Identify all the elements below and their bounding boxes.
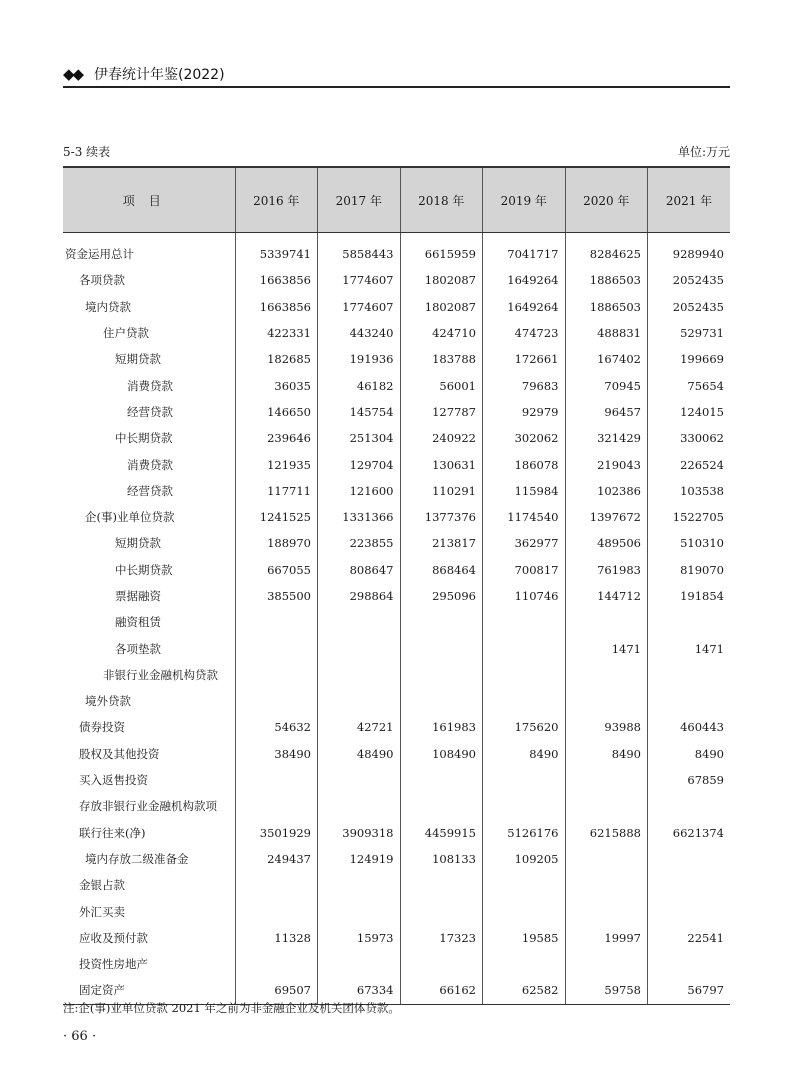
- row-value: 808647: [318, 557, 401, 583]
- row-value: 213817: [400, 530, 483, 556]
- row-value: 102386: [565, 478, 648, 504]
- table-row: [63, 793, 730, 819]
- row-value: [400, 872, 483, 898]
- row-value: 295096: [400, 583, 483, 609]
- row-value: 175620: [483, 714, 566, 740]
- row-value: 110746: [483, 583, 566, 609]
- row-value: 1649264: [483, 294, 566, 320]
- row-value: 488831: [565, 320, 648, 346]
- row-label: 票据融资: [115, 589, 161, 603]
- row-label: 股权及其他投资: [79, 746, 160, 761]
- row-value: 422331: [235, 320, 318, 346]
- row-value: 161983: [400, 714, 483, 740]
- row-value: 183788: [400, 346, 483, 372]
- row-value: 1802087: [400, 294, 483, 320]
- row-value: 510310: [648, 530, 731, 556]
- row-value: 124015: [648, 399, 731, 425]
- row-value: 362977: [483, 530, 566, 556]
- row-value: 1663856: [235, 267, 318, 293]
- row-value: 868464: [400, 557, 483, 583]
- year-column-header: 2018 年: [400, 167, 483, 233]
- table-row: [63, 872, 730, 898]
- row-value: [648, 662, 731, 688]
- row-value: 191854: [648, 583, 731, 609]
- row-value: [483, 767, 566, 793]
- row-label: 债券投资: [79, 720, 125, 735]
- row-value: 1802087: [400, 267, 483, 293]
- row-value: 22541: [648, 925, 731, 951]
- row-value: 1377376: [400, 504, 483, 530]
- row-value: 36035: [235, 372, 318, 398]
- row-value: [483, 688, 566, 714]
- row-value: 108490: [400, 741, 483, 767]
- row-value: 1522705: [648, 504, 731, 530]
- row-label: 消费贷款: [127, 457, 173, 472]
- row-value: 103538: [648, 478, 731, 504]
- row-value: [235, 662, 318, 688]
- row-value: [400, 635, 483, 661]
- row-label: 买入返售投资: [79, 773, 148, 788]
- row-value: [648, 872, 731, 898]
- row-value: 92979: [483, 399, 566, 425]
- row-value: 182685: [235, 346, 318, 372]
- row-value: 819070: [648, 557, 731, 583]
- row-value: 115984: [483, 478, 566, 504]
- row-value: 9289940: [648, 233, 731, 268]
- row-value: [400, 793, 483, 819]
- year-column-header: 2020 年: [565, 167, 648, 233]
- row-value: [565, 951, 648, 977]
- row-value: 56001: [400, 372, 483, 398]
- row-value: 15973: [318, 925, 401, 951]
- row-value: [565, 846, 648, 872]
- row-value: [400, 767, 483, 793]
- row-value: [235, 872, 318, 898]
- row-value: 7041717: [483, 233, 566, 268]
- year-column-header: 2017 年: [318, 167, 401, 233]
- row-value: [565, 662, 648, 688]
- row-value: 1886503: [565, 294, 648, 320]
- table-row: [63, 530, 730, 556]
- row-value: 8490: [565, 741, 648, 767]
- row-value: [318, 951, 401, 977]
- row-value: [318, 793, 401, 819]
- row-value: 219043: [565, 451, 648, 477]
- table-row: [63, 951, 730, 977]
- row-value: [318, 662, 401, 688]
- row-label: 投资性房地产: [79, 957, 148, 972]
- row-value: 3909318: [318, 820, 401, 846]
- row-value: 5858443: [318, 233, 401, 268]
- table-row: [63, 925, 730, 951]
- row-value: 1241525: [235, 504, 318, 530]
- row-value: 172661: [483, 346, 566, 372]
- row-label: 境内存放二级准备金: [85, 851, 189, 866]
- row-value: 124919: [318, 846, 401, 872]
- row-value: [565, 898, 648, 924]
- row-value: [648, 951, 731, 977]
- row-label: 企(事)业单位贷款: [85, 510, 175, 525]
- row-value: 186078: [483, 451, 566, 477]
- table-row: [63, 898, 730, 924]
- year-column-header: 2021 年: [648, 167, 731, 233]
- table-row: [63, 767, 730, 793]
- row-label: 中长期贷款: [115, 562, 173, 577]
- row-value: [648, 793, 731, 819]
- table-row: [63, 320, 730, 346]
- row-value: 1886503: [565, 267, 648, 293]
- row-value: 46182: [318, 372, 401, 398]
- row-value: 108133: [400, 846, 483, 872]
- row-value: [400, 951, 483, 977]
- row-value: [483, 793, 566, 819]
- row-value: 489506: [565, 530, 648, 556]
- row-value: 1774607: [318, 267, 401, 293]
- row-value: 167402: [565, 346, 648, 372]
- row-value: [235, 898, 318, 924]
- table-row: [63, 846, 730, 872]
- row-value: 239646: [235, 425, 318, 451]
- row-value: [483, 609, 566, 635]
- diamond-icon: ◆◆: [63, 65, 83, 83]
- row-value: [318, 609, 401, 635]
- row-value: 4459915: [400, 820, 483, 846]
- row-label: 短期贷款: [115, 352, 161, 367]
- row-value: 146650: [235, 399, 318, 425]
- row-label: 联行往来(净): [79, 825, 146, 840]
- table-body: [63, 233, 730, 1005]
- row-value: 17323: [400, 925, 483, 951]
- row-value: 199669: [648, 346, 731, 372]
- row-value: 1331366: [318, 504, 401, 530]
- row-value: 223855: [318, 530, 401, 556]
- row-value: [318, 688, 401, 714]
- row-value: [400, 662, 483, 688]
- row-value: [565, 872, 648, 898]
- table-row: [63, 714, 730, 740]
- row-value: 79683: [483, 372, 566, 398]
- table-row: [63, 662, 730, 688]
- row-value: 321429: [565, 425, 648, 451]
- row-value: 1774607: [318, 294, 401, 320]
- row-value: [483, 898, 566, 924]
- table-caption: 5-3 续表: [63, 145, 111, 159]
- row-value: [483, 872, 566, 898]
- table-row: [63, 451, 730, 477]
- statistics-table: [63, 166, 730, 1005]
- table-header-row: [63, 167, 730, 233]
- row-label: 境内贷款: [85, 299, 131, 314]
- row-value: 8490: [648, 741, 731, 767]
- row-value: [565, 688, 648, 714]
- row-value: 19997: [565, 925, 648, 951]
- row-value: 59758: [565, 977, 648, 1004]
- table-row: [63, 267, 730, 293]
- row-value: 188970: [235, 530, 318, 556]
- row-value: [565, 793, 648, 819]
- table-unit: 单位:万元: [677, 145, 730, 159]
- row-label: 金银占款: [79, 878, 125, 893]
- row-value: [400, 688, 483, 714]
- table-row: [63, 425, 730, 451]
- row-value: 93988: [565, 714, 648, 740]
- table-row: [63, 294, 730, 320]
- row-value: [318, 872, 401, 898]
- row-value: 443240: [318, 320, 401, 346]
- row-value: 69507: [235, 977, 318, 1004]
- row-value: 75654: [648, 372, 731, 398]
- row-value: 127787: [400, 399, 483, 425]
- row-label: 短期贷款: [115, 536, 161, 551]
- table-row: [63, 233, 730, 268]
- row-value: 5126176: [483, 820, 566, 846]
- row-value: [648, 688, 731, 714]
- row-value: 121935: [235, 451, 318, 477]
- row-value: 56797: [648, 977, 731, 1004]
- table-row: [63, 583, 730, 609]
- row-value: 385500: [235, 583, 318, 609]
- page-header: [63, 62, 730, 88]
- table-row: [63, 741, 730, 767]
- row-value: 110291: [400, 478, 483, 504]
- table-row: [63, 372, 730, 398]
- row-value: 1471: [565, 635, 648, 661]
- row-value: 54632: [235, 714, 318, 740]
- row-value: 474723: [483, 320, 566, 346]
- row-value: [235, 688, 318, 714]
- row-value: 117711: [235, 478, 318, 504]
- item-column-header: 项目: [63, 167, 235, 233]
- row-label: 消费贷款: [127, 378, 173, 393]
- row-label: 住户贷款: [103, 326, 149, 341]
- row-value: 144712: [565, 583, 648, 609]
- row-value: [235, 951, 318, 977]
- row-value: 2052435: [648, 294, 731, 320]
- row-value: [400, 609, 483, 635]
- row-value: [235, 635, 318, 661]
- table-row: [63, 346, 730, 372]
- row-value: 2052435: [648, 267, 731, 293]
- row-label: 境外贷款: [85, 694, 131, 709]
- row-value: 145754: [318, 399, 401, 425]
- row-value: [648, 609, 731, 635]
- row-value: [318, 767, 401, 793]
- row-value: [648, 898, 731, 924]
- row-value: 298864: [318, 583, 401, 609]
- table-row: [63, 478, 730, 504]
- row-value: [483, 951, 566, 977]
- row-label: 外汇买卖: [79, 904, 125, 919]
- row-value: 302062: [483, 425, 566, 451]
- row-value: 121600: [318, 478, 401, 504]
- table-row: [63, 557, 730, 583]
- row-value: [565, 609, 648, 635]
- row-label: 各项贷款: [79, 273, 125, 288]
- row-value: 226524: [648, 451, 731, 477]
- row-label: 非银行业金融机构贷款: [103, 667, 218, 682]
- row-value: 6215888: [565, 820, 648, 846]
- row-value: [318, 898, 401, 924]
- row-value: 424710: [400, 320, 483, 346]
- row-label: 融资租赁: [115, 615, 161, 630]
- statistics-table-container: [63, 166, 730, 1005]
- table-footnote: 注:企(事)业单位贷款 2021 年之前为非金融企业及机关团体贷款。: [63, 1001, 400, 1015]
- table-row: [63, 688, 730, 714]
- row-label: 资金运用总计: [65, 247, 134, 262]
- row-label: 经营贷款: [127, 404, 173, 419]
- book-title: 伊春统计年鉴(2022): [94, 67, 225, 83]
- row-value: 62582: [483, 977, 566, 1004]
- row-value: 96457: [565, 399, 648, 425]
- row-label: 各项垫款: [115, 641, 161, 656]
- table-row: [63, 399, 730, 425]
- row-value: 11328: [235, 925, 318, 951]
- row-value: 5339741: [235, 233, 318, 268]
- row-value: 8284625: [565, 233, 648, 268]
- row-value: 700817: [483, 557, 566, 583]
- row-value: 109205: [483, 846, 566, 872]
- row-value: 240922: [400, 425, 483, 451]
- row-value: 67859: [648, 767, 731, 793]
- row-value: 529731: [648, 320, 731, 346]
- row-value: [235, 793, 318, 819]
- row-value: 3501929: [235, 820, 318, 846]
- row-label: 固定资产: [63, 977, 235, 1004]
- table-row: [63, 820, 730, 846]
- row-value: 129704: [318, 451, 401, 477]
- row-value: 67334: [318, 977, 401, 1004]
- row-value: 460443: [648, 714, 731, 740]
- row-label: 应收及预付款: [79, 930, 148, 945]
- row-value: 1174540: [483, 504, 566, 530]
- row-value: 191936: [318, 346, 401, 372]
- row-value: [400, 898, 483, 924]
- row-value: [483, 635, 566, 661]
- row-value: [235, 609, 318, 635]
- row-value: [318, 635, 401, 661]
- row-value: 8490: [483, 741, 566, 767]
- row-label: 存放非银行业金融机构款项: [79, 799, 217, 814]
- row-value: 19585: [483, 925, 566, 951]
- table-row: [63, 635, 730, 661]
- table-row: [63, 609, 730, 635]
- row-value: 251304: [318, 425, 401, 451]
- row-value: 42721: [318, 714, 401, 740]
- row-label: 中长期贷款: [115, 431, 173, 446]
- year-column-header: 2016 年: [235, 167, 318, 233]
- row-value: 249437: [235, 846, 318, 872]
- table-row: [63, 504, 730, 530]
- row-value: 6615959: [400, 233, 483, 268]
- row-value: 66162: [400, 977, 483, 1004]
- row-value: 667055: [235, 557, 318, 583]
- row-value: [648, 846, 731, 872]
- row-value: 70945: [565, 372, 648, 398]
- row-value: 1663856: [235, 294, 318, 320]
- row-value: 48490: [318, 741, 401, 767]
- year-column-header: 2019 年: [483, 167, 566, 233]
- row-value: 38490: [235, 741, 318, 767]
- row-value: 130631: [400, 451, 483, 477]
- page-number: · 66 ·: [63, 1029, 97, 1044]
- row-value: 761983: [565, 557, 648, 583]
- row-value: [565, 767, 648, 793]
- row-value: 330062: [648, 425, 731, 451]
- row-value: 1471: [648, 635, 731, 661]
- row-value: [483, 662, 566, 688]
- row-value: 1397672: [565, 504, 648, 530]
- row-label: 经营贷款: [127, 483, 173, 498]
- row-value: 1649264: [483, 267, 566, 293]
- row-value: [235, 767, 318, 793]
- row-value: 6621374: [648, 820, 731, 846]
